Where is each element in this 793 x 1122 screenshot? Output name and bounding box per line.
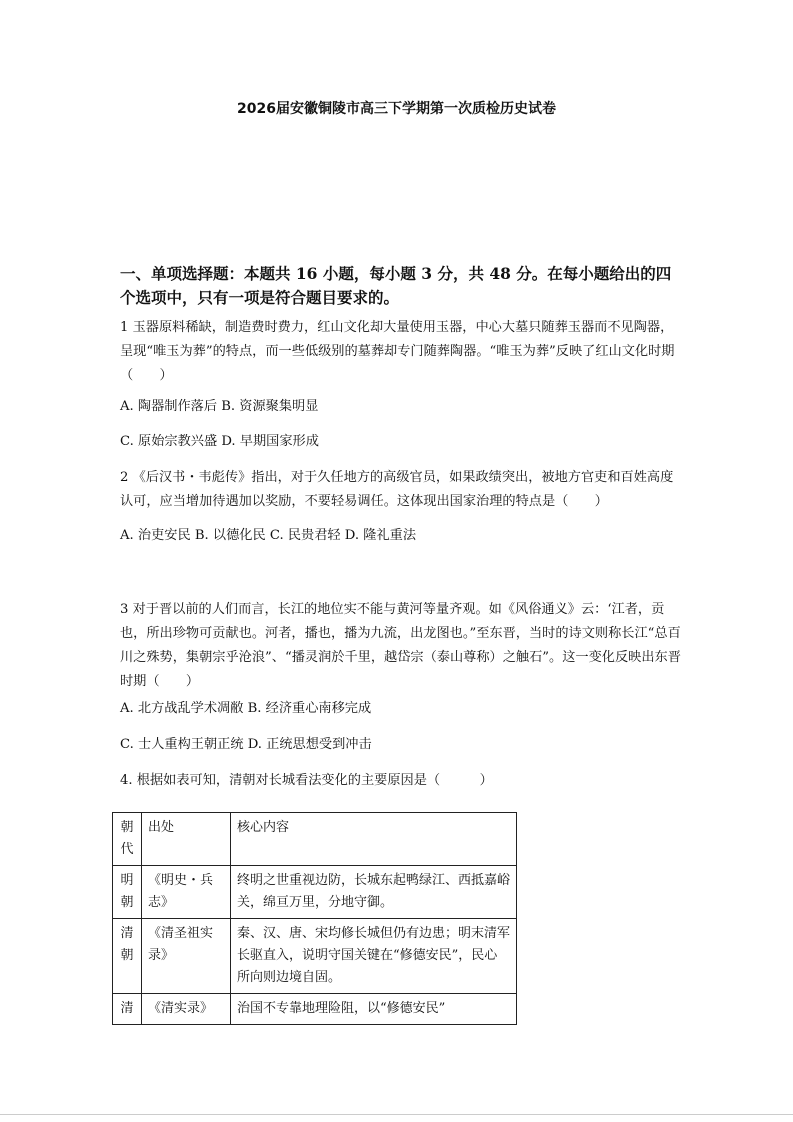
question-3-option-line-1: A. 北方战乱学术凋敝 B. 经济重心南移完成 <box>120 701 372 716</box>
document-title: 2026届安徽铜陵市高三下学期第一次质检历史试卷 <box>237 101 556 117</box>
table-cell-dynasty: 清朝 <box>113 919 142 994</box>
question-1-option-line-2: C. 原始宗教兴盛 D. 早期国家形成 <box>120 434 319 449</box>
question-2-stem: 2 《后汉书・韦彪传》指出，对于久任地方的高级官员，如果政绩突出，被地方官吏和百姓高度认可，应当增加待遇加以奖励，不要轻易调任。这体现出国家治理的特点是（ ） <box>120 470 674 509</box>
table-cell-content: 治国不专靠地理险阻，以“修德安民” <box>231 994 517 1025</box>
question-3-option-line-2: C. 士人重构王朝正统 D. 正统思想受到冲击 <box>120 737 372 752</box>
page-bottom-divider <box>0 1114 793 1115</box>
table-cell-source: 《清实录》 <box>142 994 231 1025</box>
section-heading: 一、单项选择题：本题共 16 小题，每小题 3 分，共 48 分。在每小题给出的四个选项中，只有一项是符合题目要求的。 <box>120 264 672 307</box>
table-header-cell: 出处 <box>142 813 231 866</box>
table-cell-dynasty: 清 <box>113 994 142 1025</box>
table-cell-content: 终明之世重视边防，长城东起鸭绿江、西抵嘉峪关，绵亘万里，分地守御。 <box>231 866 517 919</box>
table-header-row <box>113 813 517 866</box>
table-cell-source: 《明史・兵志》 <box>142 866 231 919</box>
table-row <box>113 919 517 994</box>
question-1-option-line-1: A. 陶器制作落后 B. 资源聚集明显 <box>120 399 319 414</box>
table-row <box>113 866 517 919</box>
table-cell-content: 秦、汉、唐、宋均修长城但仍有边患；明末清军长驱直入，说明守国关键在“修德安民”，民心所向则边境自固。 <box>231 919 517 994</box>
dynasty-table <box>112 812 517 1025</box>
table-header-cell: 核心内容 <box>231 813 517 866</box>
question-4-stem: 4. 根据如表可知，清朝对长城看法变化的主要原因是（ ） <box>120 773 493 788</box>
table-cell-source: 《清圣祖实录》 <box>142 919 231 994</box>
table-cell-dynasty: 明朝 <box>113 866 142 919</box>
table-row <box>113 994 517 1025</box>
question-1-stem: 1 玉器原料稀缺，制造费时费力，红山文化却大量使用玉器，中心大墓只随葬玉器而不见陶器，呈现“唯玉为葬”的特点，而一些低级别的墓葬却专门随葬陶器。“唯玉为葬”反映了红山文化时期（ ） <box>120 320 675 383</box>
table-header-cell: 朝代 <box>113 813 142 866</box>
question-2-option-line-1: A. 治吏安民 B. 以德化民 C. 民贵君轻 D. 隆礼重法 <box>120 528 417 543</box>
question-3-stem: 3 对于晋以前的人们而言，长江的地位实不能与黄河等量齐观。如《风俗通义》云：‘江者，贡也，所出珍物可贡献也。河者，播也，播为九流，出龙图也。”至东晋，当时的诗文则称长江“总百川之殊势，集朝宗乎沧浪”、“播灵润於千里，越岱宗（泰山尊称）之触石”。这一变化反映出东晋时期（ ） <box>120 602 681 689</box>
